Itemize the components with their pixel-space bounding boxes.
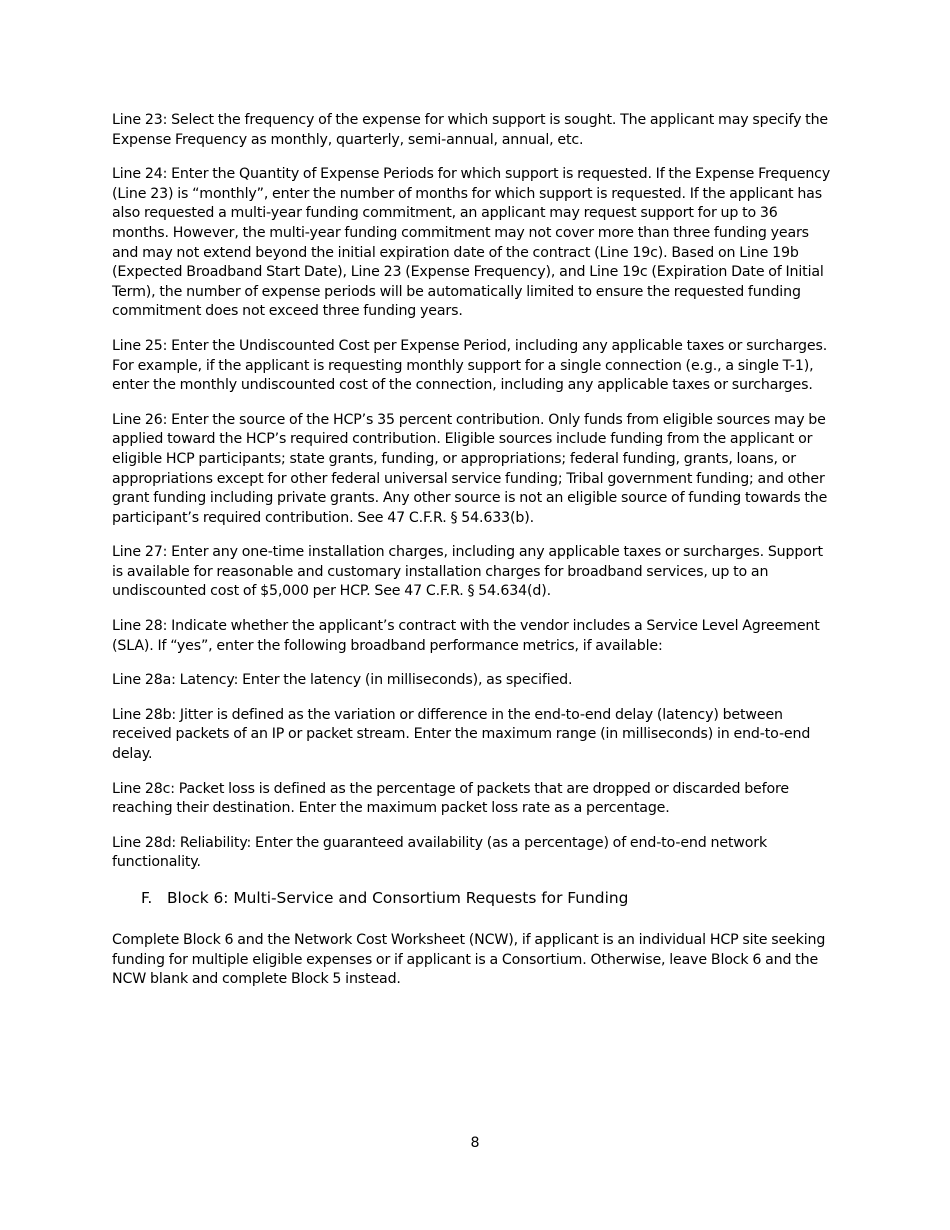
section-heading <box>141 888 834 908</box>
closing-paragraph: Complete Block 6 and the Network Cost Worksheet (NCW), if applicant is an individual HCP site seeking funding for multiple eligible expenses or if applicant is a Consortium. Otherwise, leave Block 6 and the NCW blank and complete Block 5 instead. <box>112 932 826 988</box>
page-number: 8 <box>470 1135 480 1151</box>
paragraph-line-28a: Line 28a: Latency: Enter the latency (in milliseconds), as specified. <box>112 672 573 689</box>
paragraph-line-23: Line 23: Select the frequency of the expense for which support is sought. The applicant may specify the Expense Frequency as monthly, quarterly, semi-annual, annual, etc. <box>112 112 829 148</box>
paragraph-line-27: Line 27: Enter any one-time installation charges, including any applicable taxes or surcharges. Support is available for reasonable and customary installation charges for broadband services, up to an undiscounted cost of $5,000 per HCP. See 47 C.F.R. § 54.634(d). <box>112 544 823 600</box>
paragraph-line-25: Line 25: Enter the Undiscounted Cost per Expense Period, including any applicable taxes or surcharges. For example, if the applicant is requesting monthly support for a single connection (e.g., a single T-1), enter the monthly undiscounted cost of the connection, including any applicable taxes or surcharges. <box>112 337 828 394</box>
document-page <box>112 111 834 1005</box>
paragraph-line-28c: Line 28c: Packet loss is defined as the percentage of packets that are dropped or discarded before reaching their destination. Enter the maximum packet loss rate as a percentage. <box>112 780 789 817</box>
paragraph-line-28b: Line 28b: Jitter is defined as the variation or difference in the end-to-end delay (latency) between received packets of an IP or packet stream. Enter the maximum range (in milliseconds) in end-to-end delay. <box>112 706 811 763</box>
paragraph-line-24: Line 24: Enter the Quantity of Expense Periods for which support is requested. If the Expense Frequency (Line 23) is “monthly”, enter the number of months for which support is requested. If the applicant has also requested a multi-year funding commitment, an applicant may request support for up to 36 months. However, the multi-year funding commitment may not cover more than three funding years and may not extend beyond the initial expiration date of the contract (Line 19c). Based on Line 19b (Expected Broadband Start Date), Line 23 (Expense Frequency), and Line 19c (Expiration Date of Initial Term), the number of expense periods will be automatically limited to ensure the requested funding commitment does not exceed three funding years. <box>112 166 831 320</box>
paragraph-line-28d: Line 28d: Reliability: Enter the guaranteed availability (as a percentage) of end-to-end network functionality. <box>112 834 768 871</box>
section-heading-title: Block 6: Multi-Service and Consortium Requests for Funding <box>167 889 629 907</box>
paragraph-line-28: Line 28: Indicate whether the applicant’s contract with the vendor includes a Service Level Agreement (SLA). If “yes”, enter the following broadband performance metrics, if available: <box>112 618 820 654</box>
section-heading-letter: F. <box>141 889 153 907</box>
paragraph-line-26: Line 26: Enter the source of the HCP’s 35 percent contribution. Only funds from eligible sources may be applied toward the HCP’s required contribution. Eligible sources include funding from the applicant or eligible HCP participants; state grants, funding, or appropriations; federal funding, grants, loans, or appropriations except for other federal universal service funding; Tribal government funding; and other grant funding including private grants. Any other source is not an eligible source of funding towards the participant’s required contribution. See 47 C.F.R. § 54.633(b). <box>112 411 828 526</box>
